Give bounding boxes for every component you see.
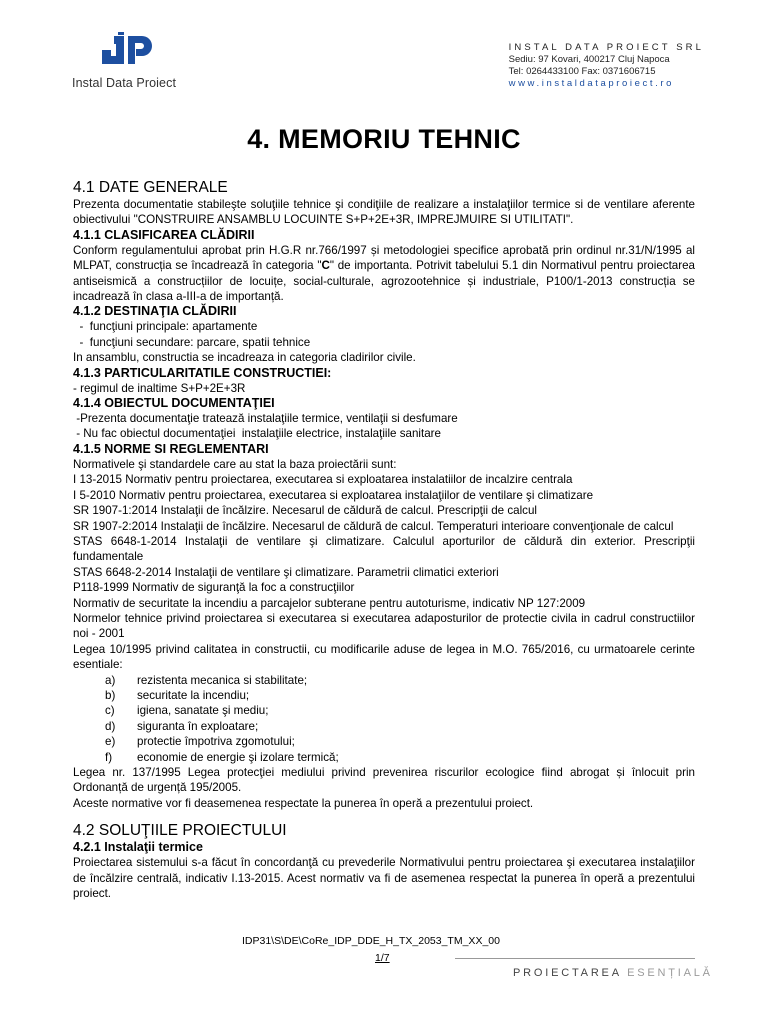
norm-item: P118-1999 Normativ de siguranţă la foc a construcţiilor xyxy=(73,581,355,595)
classification-category: C xyxy=(321,259,330,273)
company-name: INSTAL DATA PROIECT SRL xyxy=(508,42,704,53)
norm-item: STAS 6648-2-2014 Instalaţii de ventilare şi climatizare. Parametrii climatici exteriori xyxy=(73,565,499,579)
norm-item: Legea 10/1995 privind calitatea in constructii, cu modificarile aduse de legea in M.O. 765/2016, cu urmatoarele cerinte esentiale: xyxy=(73,642,695,672)
section-heading-4-2: 4.2 SOLUŢIILE PROIECTULUI xyxy=(73,822,287,840)
list-letter: e) xyxy=(105,735,116,749)
classification-text-a: Conform regulamentului aprobat prin H.G.R nr.766/1997 și metodologiei specifice aprobată prin ordinul nr.31/N/1995 al MLPAT, construcția se încadrează în categoria " xyxy=(73,243,695,273)
list-text: securitate la incendiu; xyxy=(137,688,250,702)
particularities-line: - regimul de inaltime S+P+2E+3R xyxy=(73,381,246,395)
list-item xyxy=(73,734,695,749)
footer-page-number: 1/7 xyxy=(375,952,390,964)
company-address: Sediu: 97 Kovari, 400217 Cluj Napoca xyxy=(508,54,670,65)
logo-mark-icon xyxy=(102,32,154,68)
list-item xyxy=(73,719,695,734)
list-item xyxy=(73,703,695,718)
subsection-heading-4-1-2: 4.1.2 DESTINAŢIA CLĂDIRII xyxy=(73,304,237,319)
list-text: economie de energie şi izolare termică; xyxy=(137,750,339,764)
norm-item: Normelor tehnice privind proiectarea si executarea si executarea adaposturilor de protectie civila in cadrul constructiilor noi - 2001 xyxy=(73,611,695,641)
classification-text-b: " de importanta. Potrivit tabelului 5.1 din Normativul pentru proiectarea antiseismică a construcțiilor de locuițe, social-culturale, agrozootehnice și industriale, P100/1-2013 construcția se incadrează în clasa a-III-a de importanță. xyxy=(73,259,696,304)
list-item xyxy=(73,688,695,703)
list-item xyxy=(73,673,695,688)
norm-item: SR 1907-2:2014 Instalaţii de încălzire. Necesarul de căldură de calcul. Temperaturi interioare convenţionale de calcul xyxy=(73,519,674,533)
list-letter: c) xyxy=(105,704,115,718)
subsection-heading-4-1-4: 4.1.4 OBIECTUL DOCUMENTAŢIEI xyxy=(73,396,275,411)
thermal-installations-paragraph: Proiectarea sistemului s-a făcut în concordanţă cu prevederile Normativului pentru proiectarea şi executarea instalaţiilor de încălzire centrală, indicativ I.13-2015. Acest normativ va fi de asemenea respectat la punerea în operă a prezentului proiect. xyxy=(73,856,695,901)
company-website[interactable]: www.instaldataproiect.ro xyxy=(508,78,675,89)
norm-item: I 5-2010 Normativ pentru proiectarea, executarea si exploatarea instalaţiilor de ventilare şi climatizare xyxy=(73,488,594,502)
norm-item: I 13-2015 Normativ pentru proiectarea, executarea si exploatarea instalatiilor de incalzire centrala xyxy=(73,473,573,487)
subsection-heading-4-1-1: 4.1.1 CLASIFICAREA CLĂDIRII xyxy=(73,227,255,242)
company-logo xyxy=(72,32,202,92)
objective-line-1: -Prezenta documentaţie tratează instalaţiile termice, ventilaţii si desfumare xyxy=(73,412,458,426)
footer-doc-code: IDP31\S\DE\CoRe_IDP_DDE_H_TX_2053_TM_XX_00 xyxy=(242,935,500,947)
norm-item: Normativ de securitate la incendiu a parcajelor subterane pentru autoturisme, indicativ NP 127:2009 xyxy=(73,596,586,610)
requirements-list xyxy=(73,673,695,765)
list-text: protectie împotriva zgomotului; xyxy=(137,735,295,749)
footer-brand-dark: PROIECTAREA xyxy=(513,967,628,979)
norm-item: SR 1907-1:2014 Instalaţii de încălzire. Necesarul de căldură de calcul. Prescripţii de calcul xyxy=(73,504,537,518)
objective-line-2: - Nu fac obiectul documentaţiei instalaţiile electrice, instalaţiile sanitare xyxy=(73,427,441,441)
list-letter: a) xyxy=(105,673,116,687)
list-text: igiena, sanatate şi mediu; xyxy=(137,704,269,718)
closing-paragraph: Aceste normative vor fi deasemenea respectate la punerea în operă a prezentului proiect. xyxy=(73,796,534,810)
norms-intro: Normativele şi standardele care au stat la baza proiectării sunt: xyxy=(73,457,397,471)
norm-item: STAS 6648-1-2014 Instalaţii de ventilare şi climatizare. Calculul aporturilor de căldură din exterior. Prescripţii fundamentale xyxy=(73,534,695,564)
list-text: rezistenta mecanica si stabilitate; xyxy=(137,673,308,687)
list-letter: f) xyxy=(105,750,113,764)
classification-paragraph xyxy=(73,243,695,305)
subsection-heading-4-2-1: 4.2.1 Instalaţii termice xyxy=(73,840,203,855)
section-intro: Prezenta documentatie stabileşte soluţiile tehnice şi condiţiile de realizare a instalaţiilor termice si de ventilare aferente obiectivului "CONSTRUIRE ANSAMBLU LOCUINTE S+P+2E+3R, IMPREJMUIRE SI UTILITATI". xyxy=(73,198,695,227)
law-137-paragraph: Legea nr. 137/1995 Legea protecţiei mediului privind prevenirea riscurilor ecologice fiind abrogat și înlocuit prin Ordonanță de urgență 195/2005. xyxy=(73,766,695,795)
destination-line-2: - funcţiuni secundare: parcare, spatii tehnice xyxy=(73,335,311,349)
subsection-heading-4-1-5: 4.1.5 NORME SI REGLEMENTARI xyxy=(73,441,269,456)
document-body xyxy=(73,178,695,901)
logo-text: Instal Data Proiect xyxy=(72,76,177,90)
destination-line-3: In ansamblu, constructia se incadreaza in categoria cladirilor civile. xyxy=(73,351,416,365)
section-heading-4-1: 4.1 DATE GENERALE xyxy=(73,179,228,196)
footer-divider xyxy=(455,958,695,959)
company-phone: Tel: 0264433100 Fax: 0371606715 xyxy=(508,66,656,77)
list-text: siguranta în exploatare; xyxy=(137,719,259,733)
list-item xyxy=(73,750,695,765)
footer-brand-light: ESENȚIALĂ xyxy=(627,967,713,979)
spacer xyxy=(73,811,695,821)
subsection-heading-4-1-3: 4.1.3 PARTICULARITATILE CONSTRUCTIEI: xyxy=(73,365,332,380)
list-letter: b) xyxy=(105,688,116,702)
footer-brand xyxy=(513,967,713,979)
company-info xyxy=(509,42,704,90)
document-title: 4. MEMORIU TEHNIC xyxy=(247,124,521,154)
destination-line-1: - funcţiuni principale: apartamente xyxy=(73,320,258,334)
list-letter: d) xyxy=(105,719,116,733)
